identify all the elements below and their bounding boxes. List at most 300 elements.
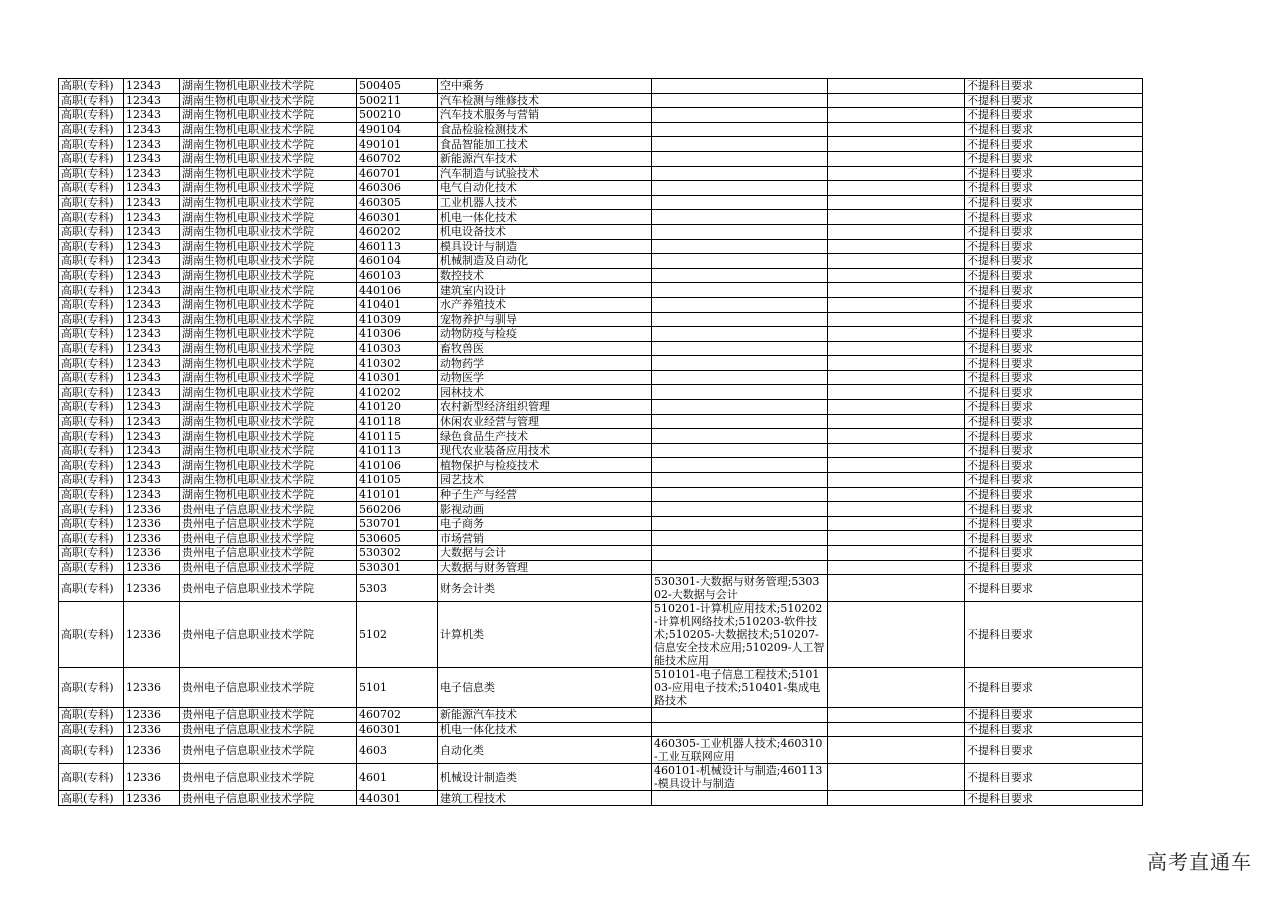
school-name-cell: 湖南生物机电职业技术学院 — [180, 458, 357, 473]
school-code-cell: 12336 — [124, 791, 180, 806]
major-name-cell: 植物保护与检疫技术 — [438, 458, 652, 473]
school-name-cell: 贵州电子信息职业技术学院 — [180, 531, 357, 546]
table-row — [59, 224, 1143, 239]
major-name-cell: 畜牧兽医 — [438, 341, 652, 356]
major-code-cell: 530302 — [357, 546, 438, 561]
major-code-cell: 410105 — [357, 473, 438, 488]
table-row — [59, 668, 1143, 708]
subject-requirement-cell: 不提科目要求 — [965, 195, 1143, 210]
note-cell — [828, 181, 965, 196]
subject-requirement-cell: 不提科目要求 — [965, 668, 1143, 708]
major-code-cell: 460202 — [357, 224, 438, 239]
table-row — [59, 502, 1143, 517]
subject-requirement-cell: 不提科目要求 — [965, 531, 1143, 546]
school-name-cell: 湖南生物机电职业技术学院 — [180, 79, 357, 94]
note-cell — [828, 487, 965, 502]
school-code-cell: 12343 — [124, 400, 180, 415]
level-cell: 高职(专科) — [59, 473, 124, 488]
school-name-cell: 贵州电子信息职业技术学院 — [180, 502, 357, 517]
table-row — [59, 370, 1143, 385]
included-majors-cell — [652, 210, 828, 225]
subject-requirement-cell: 不提科目要求 — [965, 137, 1143, 152]
major-code-cell: 4601 — [357, 764, 438, 791]
school-name-cell: 贵州电子信息职业技术学院 — [180, 764, 357, 791]
subject-requirement-cell: 不提科目要求 — [965, 181, 1143, 196]
level-cell: 高职(专科) — [59, 341, 124, 356]
major-code-cell: 500211 — [357, 93, 438, 108]
major-code-cell: 460113 — [357, 239, 438, 254]
major-code-cell: 410302 — [357, 356, 438, 371]
note-cell — [828, 137, 965, 152]
school-name-cell: 湖南生物机电职业技术学院 — [180, 166, 357, 181]
included-majors-cell — [652, 239, 828, 254]
school-code-cell: 12343 — [124, 414, 180, 429]
subject-requirement-cell: 不提科目要求 — [965, 546, 1143, 561]
table-row — [59, 708, 1143, 723]
school-code-cell: 12343 — [124, 181, 180, 196]
major-name-cell: 新能源汽车技术 — [438, 151, 652, 166]
school-code-cell: 12343 — [124, 254, 180, 269]
major-code-cell: 530701 — [357, 516, 438, 531]
major-code-cell: 460301 — [357, 210, 438, 225]
level-cell: 高职(专科) — [59, 414, 124, 429]
subject-requirement-cell: 不提科目要求 — [965, 312, 1143, 327]
note-cell — [828, 79, 965, 94]
school-name-cell: 湖南生物机电职业技术学院 — [180, 370, 357, 385]
level-cell: 高职(专科) — [59, 370, 124, 385]
school-code-cell: 12336 — [124, 737, 180, 764]
included-majors-cell — [652, 151, 828, 166]
major-code-cell: 410202 — [357, 385, 438, 400]
major-name-cell: 园艺技术 — [438, 473, 652, 488]
table-row — [59, 79, 1143, 94]
school-name-cell: 湖南生物机电职业技术学院 — [180, 210, 357, 225]
level-cell: 高职(专科) — [59, 151, 124, 166]
major-name-cell: 数控技术 — [438, 268, 652, 283]
note-cell — [828, 722, 965, 737]
major-code-cell: 460701 — [357, 166, 438, 181]
school-name-cell: 贵州电子信息职业技术学院 — [180, 668, 357, 708]
school-name-cell: 湖南生物机电职业技术学院 — [180, 195, 357, 210]
included-majors-cell — [652, 137, 828, 152]
major-name-cell: 建筑室内设计 — [438, 283, 652, 298]
included-majors-cell — [652, 473, 828, 488]
subject-requirement-cell: 不提科目要求 — [965, 487, 1143, 502]
level-cell: 高职(专科) — [59, 560, 124, 575]
table-row — [59, 764, 1143, 791]
major-code-cell: 490101 — [357, 137, 438, 152]
included-majors-cell — [652, 560, 828, 575]
subject-requirement-cell: 不提科目要求 — [965, 341, 1143, 356]
level-cell: 高职(专科) — [59, 254, 124, 269]
major-code-cell: 5101 — [357, 668, 438, 708]
school-name-cell: 贵州电子信息职业技术学院 — [180, 722, 357, 737]
table-row — [59, 546, 1143, 561]
school-name-cell: 湖南生物机电职业技术学院 — [180, 254, 357, 269]
included-majors-cell — [652, 195, 828, 210]
table-row — [59, 531, 1143, 546]
included-majors-cell — [652, 516, 828, 531]
school-name-cell: 湖南生物机电职业技术学院 — [180, 122, 357, 137]
major-code-cell: 410306 — [357, 327, 438, 342]
major-code-cell: 410401 — [357, 297, 438, 312]
table-row — [59, 414, 1143, 429]
level-cell: 高职(专科) — [59, 181, 124, 196]
major-code-cell: 460104 — [357, 254, 438, 269]
major-name-cell: 机电一体化技术 — [438, 722, 652, 737]
major-code-cell: 560206 — [357, 502, 438, 517]
table-row — [59, 137, 1143, 152]
school-code-cell: 12336 — [124, 560, 180, 575]
school-code-cell: 12343 — [124, 195, 180, 210]
note-cell — [828, 239, 965, 254]
major-code-cell: 500210 — [357, 108, 438, 123]
note-cell — [828, 575, 965, 602]
level-cell: 高职(专科) — [59, 791, 124, 806]
table-row — [59, 312, 1143, 327]
included-majors-cell — [652, 341, 828, 356]
included-majors-cell — [652, 254, 828, 269]
note-cell — [828, 668, 965, 708]
school-code-cell: 12343 — [124, 93, 180, 108]
subject-requirement-cell: 不提科目要求 — [965, 122, 1143, 137]
school-name-cell: 湖南生物机电职业技术学院 — [180, 327, 357, 342]
major-code-cell: 410309 — [357, 312, 438, 327]
major-name-cell: 食品检验检测技术 — [438, 122, 652, 137]
note-cell — [828, 764, 965, 791]
school-code-cell: 12336 — [124, 708, 180, 723]
note-cell — [828, 516, 965, 531]
subject-requirement-cell: 不提科目要求 — [965, 385, 1143, 400]
major-name-cell: 市场营销 — [438, 531, 652, 546]
major-name-cell: 种子生产与经营 — [438, 487, 652, 502]
major-code-cell: 410118 — [357, 414, 438, 429]
school-code-cell: 12343 — [124, 458, 180, 473]
table-row — [59, 602, 1143, 668]
school-name-cell: 湖南生物机电职业技术学院 — [180, 341, 357, 356]
major-code-cell: 410301 — [357, 370, 438, 385]
major-name-cell: 电子信息类 — [438, 668, 652, 708]
table-row — [59, 487, 1143, 502]
school-name-cell: 贵州电子信息职业技术学院 — [180, 602, 357, 668]
note-cell — [828, 312, 965, 327]
school-code-cell: 12343 — [124, 268, 180, 283]
subject-requirement-cell: 不提科目要求 — [965, 737, 1143, 764]
level-cell: 高职(专科) — [59, 356, 124, 371]
major-name-cell: 建筑工程技术 — [438, 791, 652, 806]
admission-table — [58, 78, 1143, 806]
subject-requirement-cell: 不提科目要求 — [965, 516, 1143, 531]
school-code-cell: 12343 — [124, 122, 180, 137]
table-row — [59, 327, 1143, 342]
note-cell — [828, 210, 965, 225]
note-cell — [828, 473, 965, 488]
level-cell: 高职(专科) — [59, 195, 124, 210]
major-name-cell: 动物防疫与检疫 — [438, 327, 652, 342]
subject-requirement-cell: 不提科目要求 — [965, 93, 1143, 108]
major-code-cell: 460305 — [357, 195, 438, 210]
major-code-cell: 490104 — [357, 122, 438, 137]
school-code-cell: 12343 — [124, 283, 180, 298]
school-code-cell: 12336 — [124, 722, 180, 737]
subject-requirement-cell: 不提科目要求 — [965, 151, 1143, 166]
table-row — [59, 239, 1143, 254]
major-name-cell: 大数据与财务管理 — [438, 560, 652, 575]
included-majors-cell — [652, 708, 828, 723]
table-row — [59, 560, 1143, 575]
school-code-cell: 12343 — [124, 137, 180, 152]
table-row — [59, 108, 1143, 123]
major-name-cell: 机电设备技术 — [438, 224, 652, 239]
table-row — [59, 458, 1143, 473]
included-majors-cell — [652, 108, 828, 123]
subject-requirement-cell: 不提科目要求 — [965, 297, 1143, 312]
subject-requirement-cell: 不提科目要求 — [965, 239, 1143, 254]
school-code-cell: 12343 — [124, 429, 180, 444]
school-code-cell: 12343 — [124, 210, 180, 225]
table-row — [59, 181, 1143, 196]
included-majors-cell — [652, 531, 828, 546]
major-name-cell: 工业机器人技术 — [438, 195, 652, 210]
subject-requirement-cell: 不提科目要求 — [965, 602, 1143, 668]
school-name-cell: 湖南生物机电职业技术学院 — [180, 400, 357, 415]
included-majors-cell — [652, 487, 828, 502]
school-code-cell: 12343 — [124, 327, 180, 342]
included-majors-cell — [652, 502, 828, 517]
table-row — [59, 356, 1143, 371]
note-cell — [828, 370, 965, 385]
level-cell: 高职(专科) — [59, 458, 124, 473]
major-code-cell: 5102 — [357, 602, 438, 668]
table-row — [59, 151, 1143, 166]
included-majors-cell: 510201-计算机应用技术;510202-计算机网络技术;510203-软件技术;510205-大数据技术;510207-信息安全技术应用;510209-人工智能技术应用 — [652, 602, 828, 668]
subject-requirement-cell: 不提科目要求 — [965, 458, 1143, 473]
included-majors-cell — [652, 722, 828, 737]
table-row — [59, 166, 1143, 181]
table-row — [59, 341, 1143, 356]
major-code-cell: 500405 — [357, 79, 438, 94]
level-cell: 高职(专科) — [59, 516, 124, 531]
major-name-cell: 动物医学 — [438, 370, 652, 385]
watermark-logo: 高考直通车 — [1147, 850, 1252, 874]
level-cell: 高职(专科) — [59, 546, 124, 561]
level-cell: 高职(专科) — [59, 602, 124, 668]
level-cell: 高职(专科) — [59, 327, 124, 342]
subject-requirement-cell: 不提科目要求 — [965, 560, 1143, 575]
note-cell — [828, 224, 965, 239]
subject-requirement-cell: 不提科目要求 — [965, 764, 1143, 791]
major-name-cell: 财务会计类 — [438, 575, 652, 602]
school-name-cell: 湖南生物机电职业技术学院 — [180, 93, 357, 108]
major-name-cell: 宠物养护与驯导 — [438, 312, 652, 327]
note-cell — [828, 414, 965, 429]
school-name-cell: 湖南生物机电职业技术学院 — [180, 356, 357, 371]
school-code-cell: 12343 — [124, 385, 180, 400]
table-row — [59, 93, 1143, 108]
level-cell: 高职(专科) — [59, 429, 124, 444]
major-name-cell: 电气自动化技术 — [438, 181, 652, 196]
subject-requirement-cell: 不提科目要求 — [965, 370, 1143, 385]
school-name-cell: 湖南生物机电职业技术学院 — [180, 312, 357, 327]
subject-requirement-cell: 不提科目要求 — [965, 356, 1143, 371]
level-cell: 高职(专科) — [59, 122, 124, 137]
note-cell — [828, 443, 965, 458]
major-name-cell: 机械设计制造类 — [438, 764, 652, 791]
table-row — [59, 575, 1143, 602]
table-row — [59, 297, 1143, 312]
level-cell: 高职(专科) — [59, 502, 124, 517]
table-row — [59, 283, 1143, 298]
major-code-cell: 410120 — [357, 400, 438, 415]
subject-requirement-cell: 不提科目要求 — [965, 400, 1143, 415]
table-body — [59, 79, 1143, 806]
school-name-cell: 湖南生物机电职业技术学院 — [180, 414, 357, 429]
school-name-cell: 湖南生物机电职业技术学院 — [180, 385, 357, 400]
major-name-cell: 休闲农业经营与管理 — [438, 414, 652, 429]
major-name-cell: 绿色食品生产技术 — [438, 429, 652, 444]
table-row — [59, 791, 1143, 806]
school-name-cell: 湖南生物机电职业技术学院 — [180, 429, 357, 444]
school-name-cell: 贵州电子信息职业技术学院 — [180, 708, 357, 723]
level-cell: 高职(专科) — [59, 737, 124, 764]
major-name-cell: 汽车制造与试验技术 — [438, 166, 652, 181]
school-code-cell: 12343 — [124, 487, 180, 502]
school-name-cell: 湖南生物机电职业技术学院 — [180, 268, 357, 283]
school-code-cell: 12343 — [124, 370, 180, 385]
included-majors-cell — [652, 385, 828, 400]
subject-requirement-cell: 不提科目要求 — [965, 79, 1143, 94]
major-name-cell: 模具设计与制造 — [438, 239, 652, 254]
included-majors-cell — [652, 429, 828, 444]
major-code-cell: 410115 — [357, 429, 438, 444]
major-code-cell: 460103 — [357, 268, 438, 283]
subject-requirement-cell: 不提科目要求 — [965, 210, 1143, 225]
school-code-cell: 12336 — [124, 668, 180, 708]
major-name-cell: 食品智能加工技术 — [438, 137, 652, 152]
subject-requirement-cell: 不提科目要求 — [965, 327, 1143, 342]
school-code-cell: 12343 — [124, 79, 180, 94]
table-row — [59, 254, 1143, 269]
note-cell — [828, 341, 965, 356]
table-row — [59, 473, 1143, 488]
note-cell — [828, 297, 965, 312]
level-cell: 高职(专科) — [59, 93, 124, 108]
school-code-cell: 12343 — [124, 151, 180, 166]
major-name-cell: 自动化类 — [438, 737, 652, 764]
major-name-cell: 影视动画 — [438, 502, 652, 517]
level-cell: 高职(专科) — [59, 239, 124, 254]
level-cell: 高职(专科) — [59, 385, 124, 400]
table-row — [59, 429, 1143, 444]
note-cell — [828, 151, 965, 166]
note-cell — [828, 356, 965, 371]
included-majors-cell — [652, 283, 828, 298]
subject-requirement-cell: 不提科目要求 — [965, 429, 1143, 444]
subject-requirement-cell: 不提科目要求 — [965, 722, 1143, 737]
note-cell — [828, 502, 965, 517]
school-code-cell: 12343 — [124, 166, 180, 181]
major-code-cell: 4603 — [357, 737, 438, 764]
level-cell: 高职(专科) — [59, 487, 124, 502]
note-cell — [828, 195, 965, 210]
table-row — [59, 722, 1143, 737]
note-cell — [828, 531, 965, 546]
note-cell — [828, 327, 965, 342]
subject-requirement-cell: 不提科目要求 — [965, 791, 1143, 806]
included-majors-cell — [652, 458, 828, 473]
school-name-cell: 湖南生物机电职业技术学院 — [180, 297, 357, 312]
included-majors-cell — [652, 356, 828, 371]
level-cell: 高职(专科) — [59, 79, 124, 94]
school-code-cell: 12343 — [124, 473, 180, 488]
school-code-cell: 12336 — [124, 531, 180, 546]
school-code-cell: 12336 — [124, 516, 180, 531]
level-cell: 高职(专科) — [59, 312, 124, 327]
school-code-cell: 12343 — [124, 443, 180, 458]
subject-requirement-cell: 不提科目要求 — [965, 254, 1143, 269]
major-code-cell: 460702 — [357, 151, 438, 166]
major-name-cell: 计算机类 — [438, 602, 652, 668]
table-row — [59, 268, 1143, 283]
school-name-cell: 湖南生物机电职业技术学院 — [180, 224, 357, 239]
level-cell: 高职(专科) — [59, 722, 124, 737]
level-cell: 高职(专科) — [59, 708, 124, 723]
note-cell — [828, 268, 965, 283]
table-row — [59, 122, 1143, 137]
level-cell: 高职(专科) — [59, 210, 124, 225]
subject-requirement-cell: 不提科目要求 — [965, 283, 1143, 298]
major-name-cell: 新能源汽车技术 — [438, 708, 652, 723]
included-majors-cell — [652, 93, 828, 108]
included-majors-cell — [652, 297, 828, 312]
note-cell — [828, 546, 965, 561]
included-majors-cell — [652, 224, 828, 239]
note-cell — [828, 93, 965, 108]
school-name-cell: 贵州电子信息职业技术学院 — [180, 516, 357, 531]
school-name-cell: 贵州电子信息职业技术学院 — [180, 737, 357, 764]
major-name-cell: 农村新型经济组织管理 — [438, 400, 652, 415]
school-name-cell: 湖南生物机电职业技术学院 — [180, 443, 357, 458]
note-cell — [828, 385, 965, 400]
major-code-cell: 460306 — [357, 181, 438, 196]
level-cell: 高职(专科) — [59, 108, 124, 123]
note-cell — [828, 708, 965, 723]
major-name-cell: 动物药学 — [438, 356, 652, 371]
subject-requirement-cell: 不提科目要求 — [965, 575, 1143, 602]
included-majors-cell — [652, 370, 828, 385]
included-majors-cell — [652, 791, 828, 806]
subject-requirement-cell: 不提科目要求 — [965, 108, 1143, 123]
major-code-cell: 410113 — [357, 443, 438, 458]
school-name-cell: 贵州电子信息职业技术学院 — [180, 791, 357, 806]
table-row — [59, 385, 1143, 400]
note-cell — [828, 122, 965, 137]
major-code-cell: 440301 — [357, 791, 438, 806]
level-cell: 高职(专科) — [59, 297, 124, 312]
subject-requirement-cell: 不提科目要求 — [965, 708, 1143, 723]
note-cell — [828, 400, 965, 415]
included-majors-cell — [652, 327, 828, 342]
level-cell: 高职(专科) — [59, 443, 124, 458]
school-code-cell: 12336 — [124, 602, 180, 668]
included-majors-cell — [652, 312, 828, 327]
table-row — [59, 516, 1143, 531]
table-row — [59, 443, 1143, 458]
level-cell: 高职(专科) — [59, 137, 124, 152]
note-cell — [828, 283, 965, 298]
included-majors-cell — [652, 400, 828, 415]
school-code-cell: 12343 — [124, 224, 180, 239]
